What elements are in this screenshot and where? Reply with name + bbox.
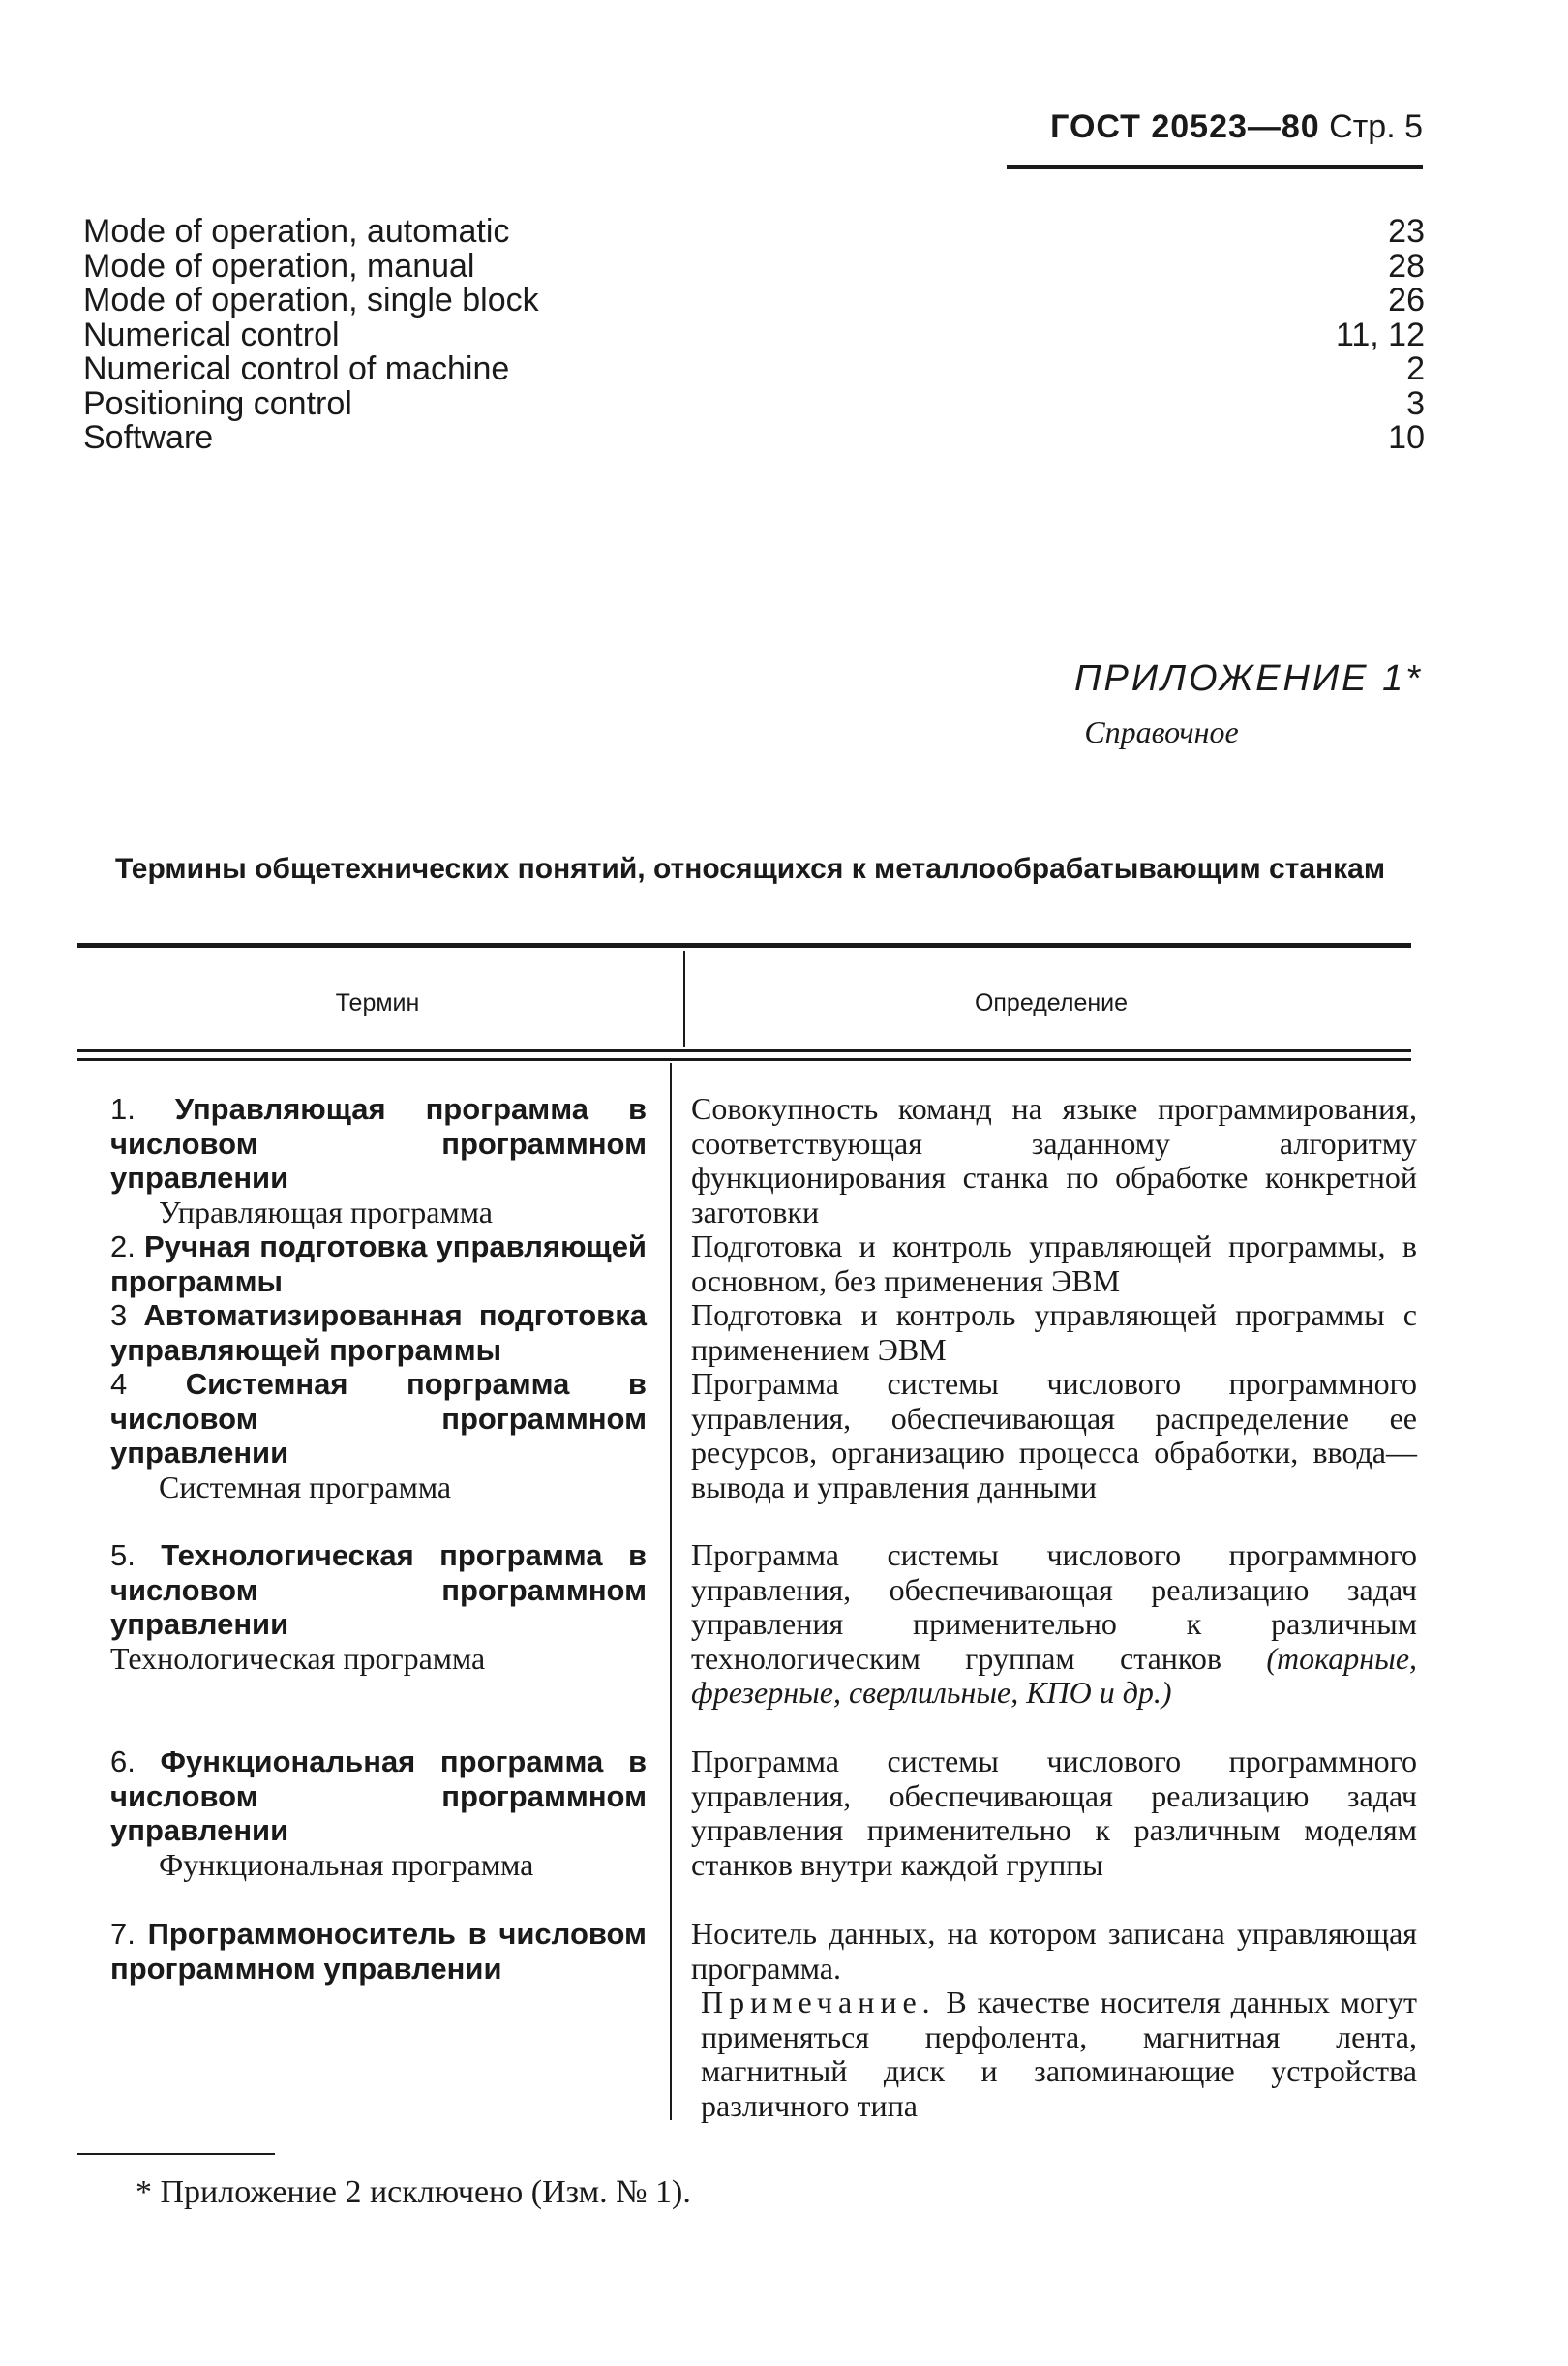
definition-text: Программа системы числового программного управления, обеспечивающая распределение ее ресурсов, организацию процесса обработки, ввода—вывода и управления данными <box>691 1366 1417 1504</box>
definition-text: Носитель данных, на котором записана управляющая программа. <box>691 1916 1417 1986</box>
footnote: * Приложение 2 исключено (Изм. № 1). <box>136 2174 691 2210</box>
index-entry: Positioning control 3 <box>83 384 1425 422</box>
page-number: Стр. 5 <box>1329 108 1423 145</box>
header-bottom-rule <box>77 1049 1411 1052</box>
header-bottom-rule-double <box>77 1058 1411 1061</box>
term-short: Функциональная программа <box>159 1846 534 1882</box>
term-text: 3 Автоматизированная подготовка управляющей программы <box>110 1298 647 1367</box>
appendix-title: ПРИЛОЖЕНИЕ 1* <box>1073 658 1423 699</box>
term-row <box>75 1538 647 1676</box>
footnote-rule <box>77 2153 275 2155</box>
definition-row <box>691 1538 1417 1711</box>
index-entry: Mode of operation, automatic 23 <box>83 213 1425 250</box>
term-row <box>75 1917 647 1986</box>
term-row <box>75 1298 647 1367</box>
definition-text: Подготовка и контроль управляющей программы с применением ЭВМ <box>691 1297 1417 1367</box>
term-text: 5. Технологическая программа в числовом программном управлении <box>110 1538 647 1641</box>
term-text: 4 Системная порграмма в числовом программном управлении <box>110 1367 647 1470</box>
term-short: Управляющая программа <box>159 1194 493 1229</box>
table-top-rule <box>77 943 1411 948</box>
table-title: Термины общетехнических понятий, относящихся к металлообрабатывающим станкам <box>114 853 1386 885</box>
index-entry: Numerical control 11, 12 <box>83 316 1425 353</box>
index-entry: Mode of operation, manual 28 <box>83 247 1425 285</box>
column-header-term: Термин <box>335 989 420 1016</box>
definition-row <box>691 1229 1417 1298</box>
header-divider <box>1007 165 1423 169</box>
index-entry: Software 10 <box>83 419 1425 456</box>
term-text: 2. Ручная подготовка управляющей программы <box>110 1229 647 1298</box>
page-header <box>968 108 1423 146</box>
index-entry: Mode of operation, single block 26 <box>83 282 1425 318</box>
term-text: 7. Программоноситель в числовом программном управлении <box>110 1917 647 1986</box>
term-short: Технологическая программа <box>110 1640 486 1676</box>
term-text: 6. Функциональная программа в числовом программном управлении <box>110 1744 647 1847</box>
term-short: Системная программа <box>159 1469 452 1504</box>
term-text: 1. Управляющая программа в числовом программном управлении <box>110 1092 647 1195</box>
term-row <box>75 1744 647 1882</box>
index-entry: Numerical control of machine 2 <box>83 350 1425 387</box>
definition-text: Подготовка и контроль управляющей программы, в основном, без применения ЭВМ <box>691 1228 1417 1298</box>
definition-row <box>691 1744 1417 1882</box>
definition-row <box>691 1092 1417 1229</box>
body-column-divider <box>670 1063 672 2120</box>
definition-row <box>691 1367 1417 1504</box>
term-row <box>75 1092 647 1229</box>
appendix-subtitle: Справочное <box>1084 714 1239 749</box>
definition-note: Примечание. В качестве носителя данных могут применяться перфолента, магнитная лента, магнитный диск и запоминающие устройства различного типа <box>701 1985 1417 2123</box>
definition-row <box>691 1298 1417 1367</box>
definition-italic: (токарные, фрезерные, сверлильные, КПО и др.) <box>691 1640 1418 1710</box>
definition-text: Совокупность команд на языке программирования, соответствующая заданному алгоритму функционирования станка по обработке конкретной заготовки <box>691 1091 1417 1229</box>
term-row <box>75 1229 647 1298</box>
header-column-divider <box>683 951 685 1047</box>
definition-row <box>691 1917 1417 2123</box>
note-label: Примечание. <box>701 1985 936 2019</box>
standard-number: ГОСТ 20523—80 <box>1050 108 1320 145</box>
definition-text: Программа системы числового программного управления, обеспечивающая реализацию задач управления применительно к различным моделям станков внутри каждой группы <box>691 1744 1417 1882</box>
term-row <box>75 1367 647 1504</box>
term-index <box>83 215 1425 456</box>
definition-text: Программа системы числового программного управления, обеспечивающая реализацию задач управления применительно к различным технологическим группам станков (токарные, фрезерные, сверлильные, КПО и др.) <box>691 1537 1418 1710</box>
column-header-definition: Определение <box>974 989 1129 1016</box>
